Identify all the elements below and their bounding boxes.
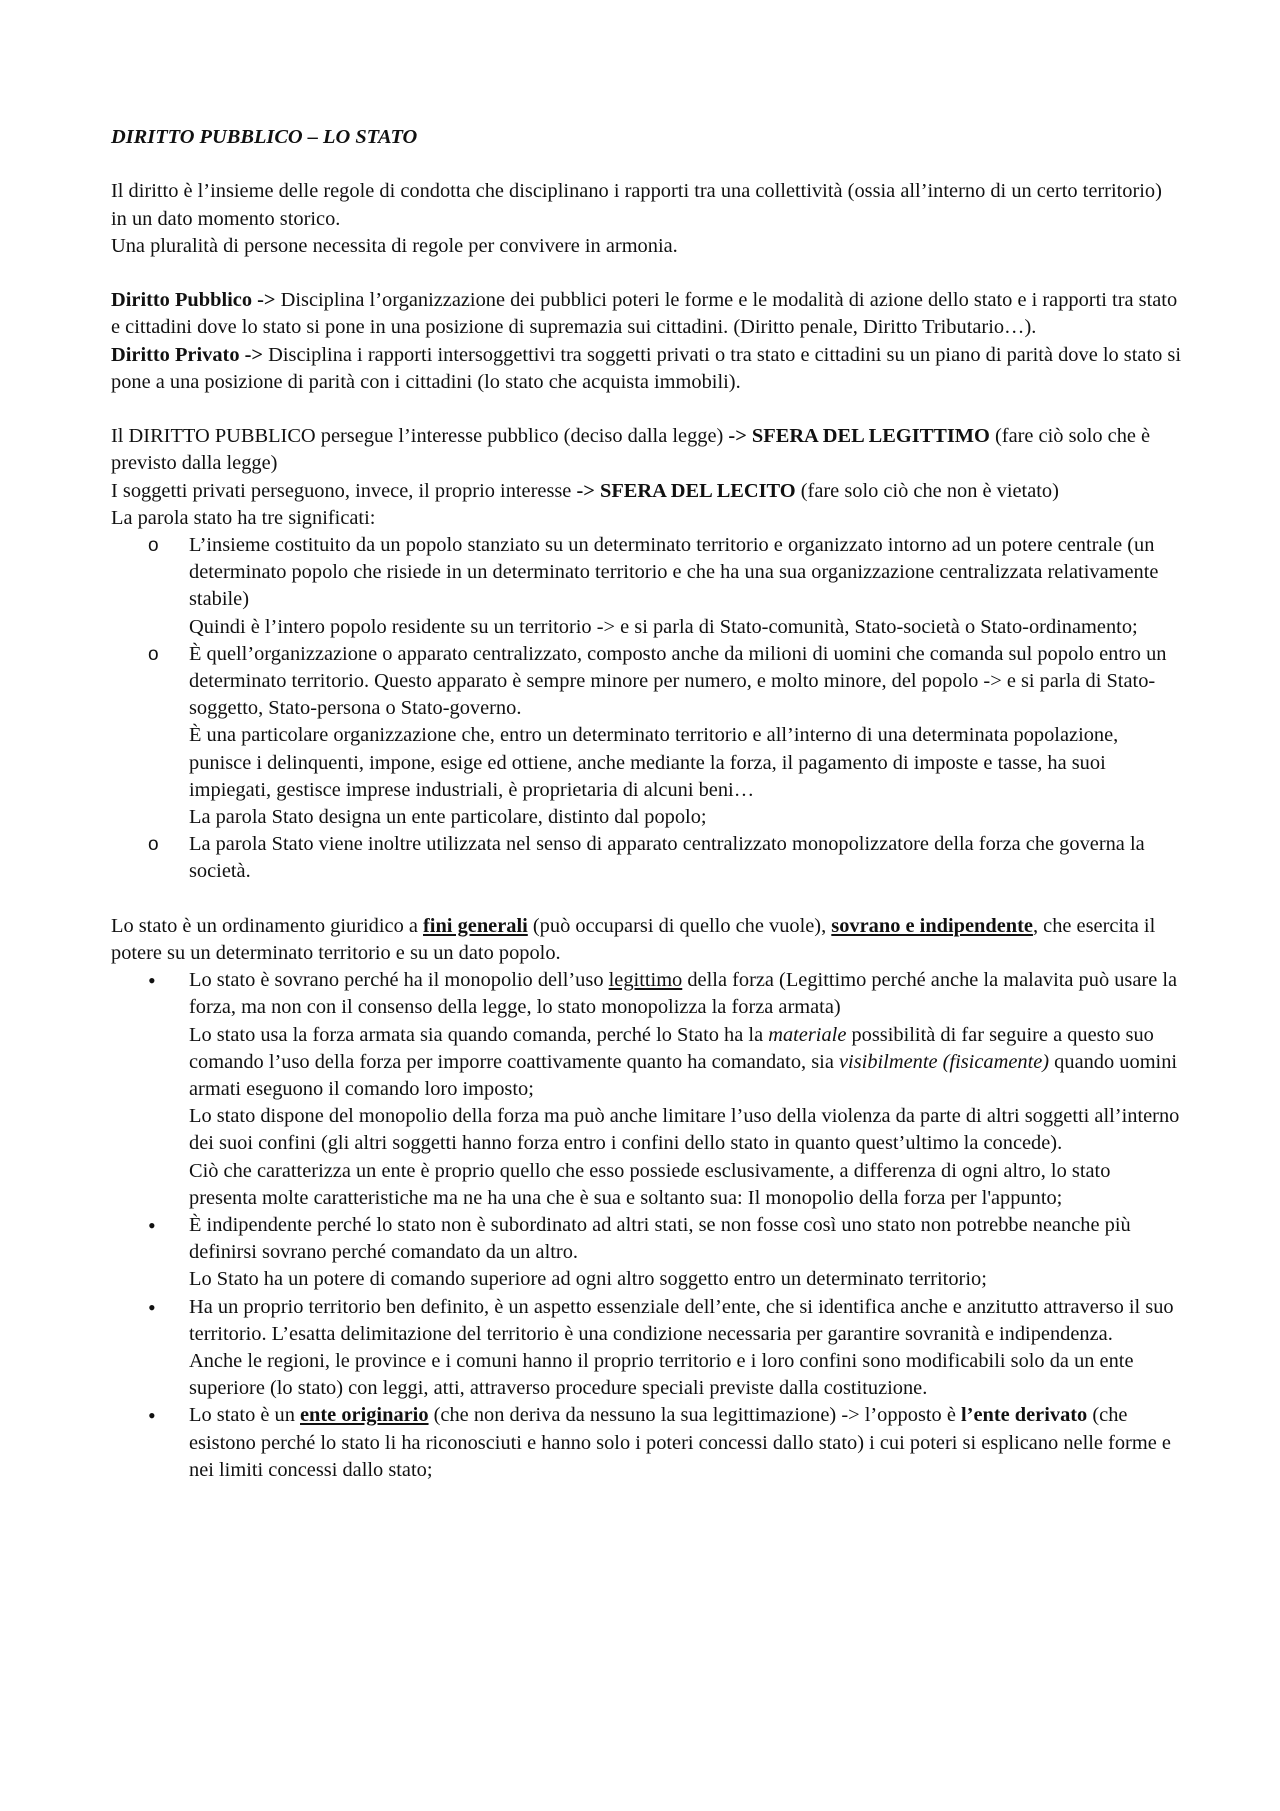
definition-text: Disciplina i rapporti intersoggettivi tra soggetti privati o tra stato e cittadini su un piano di parità dove lo stato si pone a una posizione di parità con i cittadini (lo stato che acquista immobili). <box>111 343 1182 393</box>
bold-term: l’ente derivato <box>960 1404 1088 1427</box>
diritto-privato-definition <box>111 342 1181 396</box>
list-item <box>111 1294 1181 1403</box>
text-run: Lo stato è sovrano perché ha il monopolio dell’uso <box>189 969 609 992</box>
ordinamento-paragraph <box>111 913 1181 967</box>
italic-term: materiale <box>768 1023 847 1046</box>
list-item-text <box>189 967 1181 1021</box>
document-page <box>111 124 1181 1484</box>
underlined-term: legittimo <box>608 969 683 992</box>
bullet-marker: • <box>148 1213 156 1239</box>
list-item-text: La parola Stato viene inoltre utilizzata nel senso di apparato centralizzato monopolizzatore della forza che governa la società. <box>189 833 1145 883</box>
term-label: Diritto Privato -> <box>111 343 264 366</box>
caratteri-list <box>111 967 1181 1484</box>
underlined-term: fini generali <box>423 914 528 937</box>
text-run: , che esercita il potere su un determinato territorio e su un dato popolo. <box>111 914 1156 965</box>
text-run: (può occuparsi di quello che vuole), <box>527 914 832 937</box>
list-marker: o <box>148 643 159 665</box>
text-run: (fare solo ciò che non è vietato) <box>795 479 1059 502</box>
list-item-text: Ha un proprio territorio ben definito, è un aspetto essenziale dell’ente, che si identifica anche e anzitutto attraverso il suo territorio. L’esatta delimitazione del territorio è una condizione necessaria per garantire sovranità e indipendenza. <box>189 1295 1174 1345</box>
list-item-text: È indipendente perché lo stato non è subordinato ad altri stati, se non fosse così uno stato non potrebbe neanche più definirsi sovrano perché comandato da un altro. <box>189 1214 1131 1264</box>
text-run: Lo stato è un <box>189 1404 300 1427</box>
spacer <box>111 260 1181 287</box>
list-item-text <box>189 1022 1181 1104</box>
underlined-term: sovrano e indipendente <box>831 914 1033 937</box>
intro-paragraph: Il diritto è l’insieme delle regole di condotta che disciplinano i rapporti tra una collettività (ossia all’interno di un certo territorio) in un dato momento storico. <box>111 180 1162 230</box>
bold-term: -> SFERA DEL LEGITTIMO <box>728 425 990 448</box>
text-run: (che esistono perché lo stato li ha riconosciuti e hanno solo i poteri concessi dallo stato) i cui poteri si esplicano nelle forme e nei limiti concessi dallo stato; <box>189 1404 1171 1481</box>
bullet-marker: • <box>148 1294 156 1320</box>
text-run: Il DIRITTO PUBBLICO persegue l’interesse pubblico (deciso dalla legge) <box>111 425 729 448</box>
text-run: possibilità di far seguire a questo suo comando l’uso della forza per imporre coattivamente quanto ha comandato, sia <box>189 1023 1154 1073</box>
underlined-term: ente originario <box>300 1404 429 1427</box>
list-item-text: L’insieme costituito da un popolo stanziato su un determinato territorio e organizzato intorno ad un potere centrale (un determinato popolo che risiede in un determinato territorio e che ha una sua organizzazione centralizzata relativamente stabile) <box>189 534 1159 611</box>
intro-paragraph: Una pluralità di persone necessita di regole per convivere in armonia. <box>111 234 678 257</box>
list-item-text: È quell’organizzazione o apparato centralizzato, composto anche da milioni di uomini che comanda sul popolo entro un determinato territorio. Questo apparato è sempre minore per numero, e molto minore, del popolo -> e si parla di Stato-soggetto, Stato-persona o Stato-governo. <box>189 642 1167 720</box>
list-marker: o <box>148 535 159 556</box>
list-item <box>111 967 1181 1212</box>
page-title: DIRITTO PUBBLICO – LO STATO <box>111 126 418 148</box>
list-item <box>111 641 1181 831</box>
list-item <box>111 1212 1181 1294</box>
list-item-text: Ciò che caratterizza un ente è proprio quello che esso possiede esclusivamente, a differenza di ogni altro, lo stato presenta molte caratteristiche ma ne ha una che è sua e soltanto sua: Il monopolio della forza per l'appunto; <box>189 1159 1111 1209</box>
list-item <box>111 831 1181 885</box>
list-item-text <box>189 1402 1181 1484</box>
bullet-marker: • <box>148 1403 156 1429</box>
italic-term: visibilmente (fisicamente) <box>839 1050 1050 1073</box>
text-run: Lo stato è un ordinamento giuridico a <box>111 914 424 937</box>
list-item-text: È una particolare organizzazione che, entro un determinato territorio e all’interno di una determinata popolazione, punisce i delinquenti, impone, esige ed ottiene, anche mediante la forza, il pagamento di imposte e tasse, ha suoi impiegati, gestisce imprese industriali, è proprietaria di alcuni beni… <box>189 724 1119 801</box>
definition-text: Disciplina l’organizzazione dei pubblici poteri le forme e le modalità di azione dello stato e i rapporti tra stato e cittadini dove lo stato si pone in una posizione di supremazia sui cittadini. (Diritto penale, Diritto Tributario…). <box>111 289 1178 339</box>
list-item-text: Anche le regioni, le province e i comuni hanno il proprio territorio e i loro confini sono modificabili solo da un ente superiore (lo stato) con leggi, atti, attraverso procedure speciali previste dalla costituzione. <box>189 1350 1134 1400</box>
spacer <box>111 151 1181 178</box>
significati-intro: La parola stato ha tre significati: <box>111 506 376 529</box>
bold-term: -> SFERA DEL LECITO <box>576 479 796 502</box>
list-item <box>111 1402 1181 1484</box>
text-run: della forza (Legittimo perché anche la malavita può usare la forza, ma non con il consenso della legge, lo stato monopolizza la forza armata) <box>189 969 1178 1019</box>
sfera-legittimo-paragraph <box>111 423 1181 477</box>
significati-list <box>111 532 1181 886</box>
text-run: (che non deriva da nessuno la sua legittimazione) -> l’opposto è <box>428 1404 961 1427</box>
term-label: Diritto Pubblico -> <box>111 289 276 312</box>
spacer <box>111 886 1181 913</box>
text-run: (fare ciò solo che è previsto dalla legge) <box>111 425 1151 475</box>
diritto-pubblico-definition <box>111 287 1181 341</box>
bullet-marker: • <box>148 968 156 994</box>
list-marker: o <box>148 834 159 856</box>
list-item-text: Lo stato dispone del monopolio della forza ma può anche limitare l’uso della violenza da parte di altri soggetti all’interno dei suoi confini (gli altri soggetti hanno forza entro i confini dello stato in quanto quest’ultimo la concede). <box>189 1105 1180 1155</box>
text-run: Lo stato usa la forza armata sia quando comanda, perché lo Stato ha la <box>189 1023 769 1046</box>
list-item <box>111 532 1181 641</box>
text-run: quando uomini armati eseguono il comando loro imposto; <box>189 1050 1178 1101</box>
spacer <box>111 396 1181 423</box>
list-item-text: Lo Stato ha un potere di comando superiore ad ogni altro soggetto entro un determinato territorio; <box>189 1268 987 1291</box>
sfera-lecito-paragraph <box>111 478 1181 505</box>
text-run: I soggetti privati perseguono, invece, il proprio interesse <box>111 479 577 502</box>
list-item-text: La parola Stato designa un ente particolare, distinto dal popolo; <box>189 806 707 829</box>
list-item-text: Quindi è l’intero popolo residente su un territorio -> e si parla di Stato-comunità, Stato-società o Stato-ordinamento; <box>189 615 1138 638</box>
